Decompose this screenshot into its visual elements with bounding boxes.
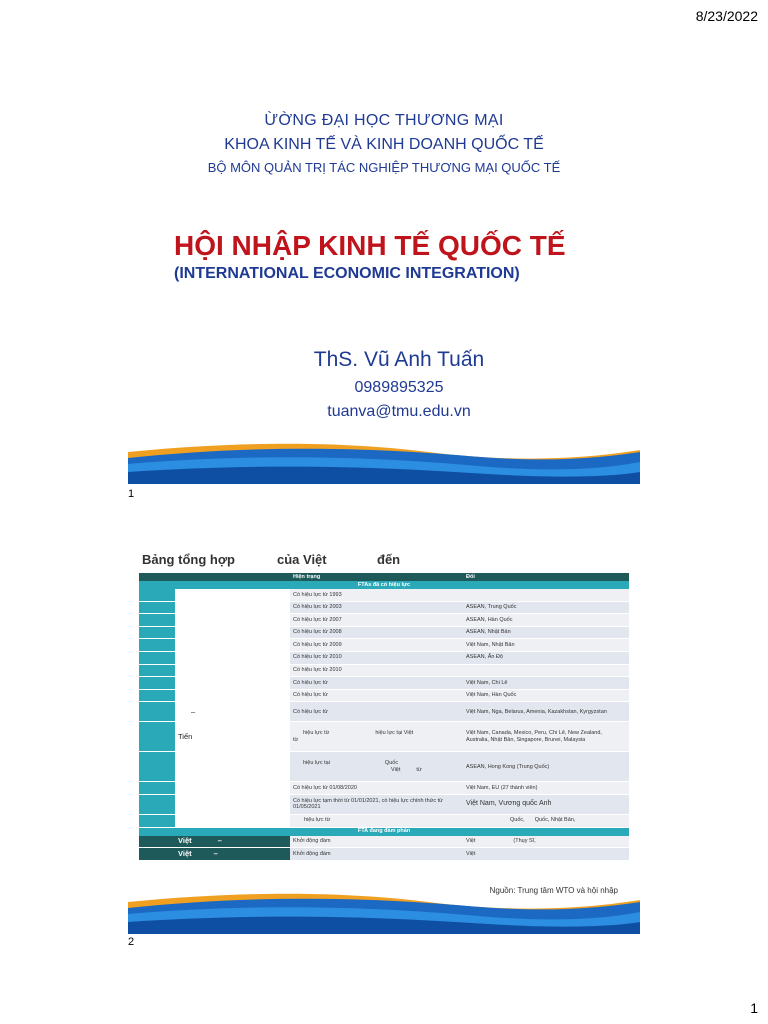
table-row: Tiến hiệu lực từ hiệu lực tại Việt từ Việt Nam, Canada, Mexico, Peru, Chi Lê, New Zealand, Australia, Nhật Bản, Singapore, Brunei, Malaysia	[139, 722, 629, 752]
slide-1	[128, 42, 640, 500]
author-phone: 0989895325	[354, 379, 444, 396]
table-title-part: của Việt	[277, 552, 327, 567]
table-row: hiệu lực từ Quốc, Quốc, Nhật Bản,	[139, 814, 629, 827]
table-row: Có hiệu lực từ Việt Nam, Chi Lê	[139, 677, 629, 690]
faculty-name: KHOA KINH TẾ VÀ KINH DOANH QUỐC TẾ	[224, 136, 544, 153]
section-row	[139, 827, 629, 836]
slide-number: 1	[128, 488, 135, 500]
slide-number: 2	[128, 936, 135, 948]
table-row: Có hiệu lực từ Việt Nam, Hàn Quốc	[139, 689, 629, 702]
author-name: ThS. Vũ Anh Tuấn	[313, 348, 485, 371]
section-row	[139, 581, 629, 589]
table-row: Có hiệu lực từ 2010 ASEAN, Ấn Độ	[139, 651, 629, 664]
university-name: ỪỜNG ĐẠI HỌC THƯƠNG MẠI	[264, 112, 504, 129]
table-row: Có hiệu lực từ 2009 Việt Nam, Nhật Bản	[139, 639, 629, 652]
table-row: Việt – Khởi động đàm Việt	[139, 848, 629, 861]
section-label: FTA đang đàm phán	[139, 827, 629, 836]
table-row: Có hiệu lực từ 2008 ASEAN, Nhật Bản	[139, 626, 629, 639]
author-email: tuanva@tmu.edu.vn	[327, 403, 471, 420]
table-header	[139, 573, 629, 581]
table-row: – Có hiệu lực từ Việt Nam, Nga, Belarus, Amenia, Kazakhstan, Kyrgyzstan	[139, 702, 629, 722]
table-row: hiệu lực tại Quốc Việt từ ASEAN, Hong Kong (Trung Quốc)	[139, 752, 629, 782]
fta-table	[139, 573, 629, 861]
table-title-part: đến	[377, 552, 401, 567]
slide-subtitle: (INTERNATIONAL ECONOMIC INTEGRATION)	[174, 265, 520, 282]
table-row: Có hiệu lực từ 01/08/2020 Việt Nam, EU (27 thành viên)	[139, 782, 629, 795]
source-note: Nguồn: Trung tâm WTO và hội nhập	[489, 886, 618, 895]
table-row: Có hiệu lực tạm thời từ 01/01/2021, có hiệu lực chính thức từ 01/05/2021 Việt Nam, Vương quốc Anh	[139, 794, 629, 814]
header-status: Hiện trạng	[290, 573, 463, 581]
table-title	[142, 552, 400, 567]
slide-2	[128, 528, 640, 948]
slide-title: HỘI NHẬP KINH TẾ QUỐC TẾ	[174, 230, 566, 261]
section-label: FTAs đã có hiệu lực	[139, 581, 629, 589]
decorative-wave	[128, 438, 640, 484]
table-row: Có hiệu lực từ 2010	[139, 664, 629, 677]
print-date: 8/23/2022	[695, 8, 758, 24]
table-title-part: Bảng tổng hợp	[142, 552, 235, 567]
table-row: Việt – Khởi động đàm Việt (Thụy Sĩ,	[139, 836, 629, 848]
department-name: BỘ MÔN QUẢN TRỊ TÁC NGHIỆP THƯƠNG MẠI QUỐC TẾ	[207, 160, 561, 175]
table-row: Có hiệu lực từ 1993	[139, 589, 629, 601]
table-row: Có hiệu lực từ 2003 ASEAN, Trung Quốc	[139, 601, 629, 614]
decorative-wave	[128, 888, 640, 934]
header-partners: Đối	[463, 573, 629, 581]
table-row: Có hiệu lực từ 2007 ASEAN, Hàn Quốc	[139, 614, 629, 627]
page-number: 1	[750, 1000, 758, 1016]
